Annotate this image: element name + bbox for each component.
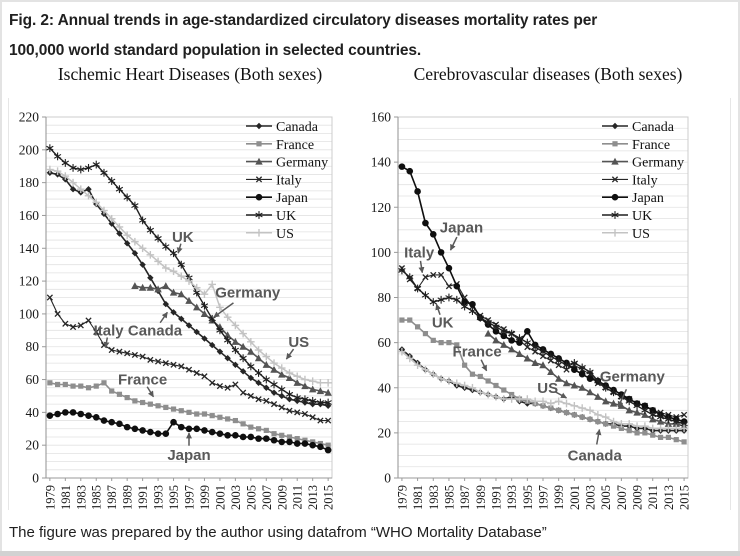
annotation-Italy (404, 244, 435, 272)
svg-text:Japan: Japan (632, 191, 664, 207)
svg-text:1995: 1995 (520, 485, 535, 510)
svg-text:100: 100 (18, 306, 39, 322)
svg-text:1993: 1993 (151, 485, 166, 510)
svg-text:Japan: Japan (276, 191, 308, 207)
svg-text:1983: 1983 (74, 485, 89, 510)
legend-item-UK (602, 209, 652, 224)
figure-caption: The figure was prepared by the author using datafrom “WHO Mortality Database” (9, 524, 547, 541)
svg-text:2007: 2007 (614, 485, 629, 510)
svg-text:60: 60 (377, 335, 391, 351)
svg-text:2015: 2015 (677, 485, 692, 510)
svg-text:100: 100 (370, 244, 391, 260)
svg-text:US: US (632, 226, 650, 242)
svg-text:US: US (537, 379, 559, 397)
figure-title (9, 6, 733, 66)
svg-text:2011: 2011 (646, 485, 661, 510)
svg-text:2013: 2013 (661, 485, 676, 510)
svg-text:UK: UK (632, 209, 653, 224)
svg-text:Canada: Canada (127, 322, 183, 340)
svg-text:60: 60 (25, 372, 39, 388)
svg-text:20: 20 (377, 425, 391, 441)
svg-text:1991: 1991 (136, 485, 151, 510)
svg-text:Canada: Canada (276, 120, 318, 135)
svg-text:140: 140 (18, 240, 39, 256)
svg-text:Canada: Canada (632, 120, 674, 135)
svg-text:2005: 2005 (244, 485, 259, 510)
svg-text:Japan: Japan (439, 219, 484, 237)
svg-text:1987: 1987 (458, 485, 473, 510)
svg-text:1981: 1981 (58, 485, 73, 510)
svg-text:Italy: Italy (404, 244, 435, 262)
svg-text:2011: 2011 (290, 485, 305, 510)
legend-item-US (246, 227, 294, 242)
svg-text:France: France (632, 137, 671, 153)
chart-0 (19, 110, 336, 511)
svg-text:1995: 1995 (167, 485, 182, 510)
annotation-UK (432, 304, 454, 331)
svg-text:120: 120 (370, 199, 391, 215)
legend-item-Japan (602, 191, 664, 206)
chart-1 (371, 110, 692, 511)
svg-text:UK: UK (431, 314, 454, 332)
annotation-UK (172, 229, 194, 253)
svg-text:40: 40 (377, 380, 391, 396)
svg-text:UK: UK (171, 228, 194, 246)
svg-text:0: 0 (384, 470, 391, 486)
annotation-Japan (167, 433, 210, 464)
annotation-Canada (568, 429, 623, 464)
svg-text:220: 220 (18, 109, 39, 125)
svg-text:160: 160 (18, 207, 39, 223)
svg-text:1999: 1999 (197, 485, 212, 510)
svg-text:1981: 1981 (411, 485, 426, 510)
svg-text:2001: 2001 (213, 485, 228, 510)
svg-text:1997: 1997 (182, 485, 197, 510)
svg-text:0: 0 (32, 470, 39, 486)
annotation-Canada (128, 312, 183, 339)
svg-text:Germany: Germany (599, 368, 665, 386)
svg-text:40: 40 (25, 404, 39, 420)
svg-text:2013: 2013 (306, 485, 321, 510)
svg-text:1989: 1989 (473, 485, 488, 510)
svg-text:France: France (452, 343, 502, 361)
annotation-France (453, 344, 502, 371)
svg-text:1987: 1987 (105, 485, 120, 510)
legend-item-UK (246, 209, 296, 224)
svg-text:UK: UK (276, 209, 297, 224)
svg-text:2005: 2005 (599, 485, 614, 510)
svg-text:Italy: Italy (632, 173, 658, 189)
legend-item-Canada (602, 120, 675, 135)
svg-text:80: 80 (377, 290, 391, 305)
legend-item-Italy (246, 173, 302, 188)
svg-text:160: 160 (370, 109, 391, 125)
figure-title-line2: 100,000 world standard population in selected countries. (9, 42, 422, 59)
svg-text:120: 120 (18, 273, 39, 289)
svg-text:US: US (276, 226, 294, 242)
mortality-line-charts (0, 96, 740, 520)
svg-text:1989: 1989 (120, 485, 135, 510)
svg-text:2001: 2001 (567, 485, 582, 510)
svg-text:1979: 1979 (395, 485, 410, 510)
svg-text:2009: 2009 (630, 485, 645, 510)
svg-text:200: 200 (18, 142, 39, 158)
annotation-Italy (94, 322, 125, 347)
svg-text:US: US (288, 333, 310, 351)
legend-item-Italy (602, 173, 658, 188)
svg-text:2003: 2003 (228, 485, 243, 510)
svg-text:1979: 1979 (43, 485, 58, 510)
legend-item-Germany (602, 156, 684, 171)
svg-text:Italy: Italy (276, 173, 302, 189)
svg-text:20: 20 (25, 437, 39, 453)
figure-title-line1: Fig. 2: Annual trends in age-standardized circulatory diseases mortality rates per (9, 12, 598, 29)
svg-text:1983: 1983 (426, 485, 441, 510)
right-chart-title: Cerebrovascular diseases (Both sexes) (413, 64, 683, 84)
svg-text:140: 140 (370, 154, 391, 170)
left-chart-title: Ischemic Heart Diseases (Both sexes) (57, 64, 323, 84)
svg-text:1991: 1991 (489, 485, 504, 510)
svg-text:Italy: Italy (93, 322, 124, 340)
svg-text:1993: 1993 (505, 485, 520, 510)
svg-text:France: France (276, 137, 315, 153)
svg-text:1985: 1985 (442, 485, 457, 510)
svg-text:1999: 1999 (552, 485, 567, 510)
svg-text:2015: 2015 (321, 485, 336, 510)
annotation-US (537, 380, 566, 398)
svg-text:2003: 2003 (583, 485, 598, 510)
svg-text:Germany: Germany (215, 284, 281, 302)
legend-item-France (246, 138, 314, 153)
svg-text:2009: 2009 (275, 485, 290, 510)
legend-item-Canada (246, 120, 319, 135)
svg-text:Germany: Germany (632, 155, 685, 171)
svg-text:France: France (118, 371, 168, 389)
svg-text:1997: 1997 (536, 485, 551, 510)
annotation-Japan (440, 220, 483, 251)
legend-item-US (602, 227, 650, 242)
svg-text:Japan: Japan (167, 447, 211, 465)
svg-text:Canada: Canada (567, 447, 622, 465)
svg-text:1985: 1985 (89, 485, 104, 510)
svg-text:Germany: Germany (276, 155, 329, 171)
annotation-France (118, 372, 167, 397)
svg-text:180: 180 (18, 175, 39, 191)
bottom-scrollbar[interactable] (0, 551, 740, 556)
svg-text:2007: 2007 (259, 485, 274, 510)
svg-text:80: 80 (25, 339, 39, 355)
